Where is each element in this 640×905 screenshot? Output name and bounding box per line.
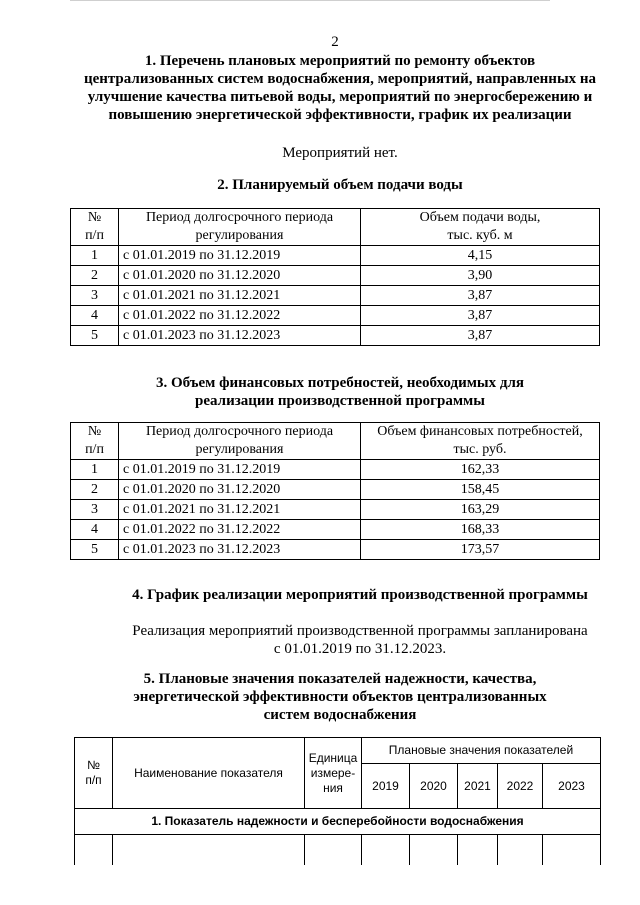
section1-title-line: повышению энергетической эффективности, график их реализации [108, 107, 572, 123]
row-period: с 01.01.2022 по 31.12.2022 [119, 520, 361, 540]
section1-text: Мероприятий нет. [282, 145, 398, 161]
row-number: 2 [71, 480, 119, 500]
section5-title [60, 670, 620, 724]
row-period: с 01.01.2019 по 31.12.2019 [119, 460, 361, 480]
indicators-table [74, 737, 601, 865]
row-value: 168,33 [361, 520, 600, 540]
section1-title-line: 1. Перечень плановых мероприятий по ремонту объектов [144, 53, 536, 69]
header-volume: Объем подачи воды, тыс. куб. м [361, 209, 600, 246]
row-value: 3,87 [361, 286, 600, 306]
row-value: 158,45 [361, 480, 600, 500]
row-value: 163,29 [361, 500, 600, 520]
header-period: Период долгосрочного периода регулирования [119, 423, 361, 460]
row-period: с 01.01.2023 по 31.12.2023 [119, 326, 361, 346]
table-section-row [75, 809, 601, 835]
row-value: 162,33 [361, 460, 600, 480]
table-row [71, 326, 600, 346]
row-period: с 01.01.2019 по 31.12.2019 [119, 246, 361, 266]
page-number: 2 [331, 34, 339, 50]
water-volume-table [70, 208, 600, 346]
section5-title-line: энергетической эффективности объектов централизованных [133, 689, 547, 705]
table-header-row [75, 738, 601, 764]
section3-title [60, 374, 620, 410]
row-number: 3 [71, 500, 119, 520]
financial-needs-table [70, 422, 600, 560]
header-year: 2019 [362, 764, 410, 809]
header-year: 2021 [458, 764, 498, 809]
row-number: 5 [71, 326, 119, 346]
row-period: с 01.01.2022 по 31.12.2022 [119, 306, 361, 326]
section3-title-line: реализации производственной программы [195, 393, 485, 409]
section4-text-line: Реализация мероприятий производственной программы запланирована [132, 623, 588, 639]
section5-title-line: 5. Плановые значения показателей надежности, качества, [143, 671, 537, 687]
table-row [71, 286, 600, 306]
row-period: с 01.01.2020 по 31.12.2020 [119, 480, 361, 500]
table-row [71, 480, 600, 500]
row-number: 5 [71, 540, 119, 560]
row-number: 4 [71, 520, 119, 540]
header-year: 2020 [410, 764, 458, 809]
header-year: 2023 [543, 764, 601, 809]
row-period: с 01.01.2020 по 31.12.2020 [119, 266, 361, 286]
header-period: Период долгосрочного периода регулирования [119, 209, 361, 246]
table-row [75, 835, 601, 865]
subsection-title: 1. Показатель надежности и бесперебойности водоснабжения [75, 809, 601, 835]
row-period: с 01.01.2023 по 31.12.2023 [119, 540, 361, 560]
table-row [71, 500, 600, 520]
section1-title [60, 52, 620, 124]
row-value: 3,90 [361, 266, 600, 286]
section5-title-line: систем водоснабжения [263, 707, 417, 723]
table-row [71, 306, 600, 326]
row-number: 2 [71, 266, 119, 286]
row-period: с 01.01.2021 по 31.12.2021 [119, 286, 361, 306]
table-row [71, 246, 600, 266]
header-unit: Единица измере- ния [305, 738, 362, 809]
section4-title: 4. График реализации мероприятий производственной программы [132, 587, 588, 603]
section1-title-line: централизованных систем водоснабжения, мероприятий, направленных на [83, 71, 597, 87]
section1-title-line: улучшение качества питьевой воды, мероприятий по энергосбережению и [87, 89, 593, 105]
header-indicator-name: Наименование показателя [113, 738, 305, 809]
section2-title: 2. Планируемый объем подачи воды [217, 177, 463, 193]
row-value: 4,15 [361, 246, 600, 266]
table-header-row [71, 423, 600, 460]
header-year: 2022 [498, 764, 543, 809]
row-value: 3,87 [361, 326, 600, 346]
table-header-row [71, 209, 600, 246]
row-number: 3 [71, 286, 119, 306]
row-number: 1 [71, 460, 119, 480]
header-number: № п/п [75, 738, 113, 809]
table-row [71, 520, 600, 540]
row-number: 4 [71, 306, 119, 326]
row-number: 1 [71, 246, 119, 266]
scan-top-edge [70, 0, 550, 1]
row-value: 173,57 [361, 540, 600, 560]
table-row [71, 460, 600, 480]
header-planned-values: Плановые значения показателей [362, 738, 601, 764]
section4-text-line: с 01.01.2019 по 31.12.2023. [273, 641, 447, 657]
row-period: с 01.01.2021 по 31.12.2021 [119, 500, 361, 520]
header-financial: Объем финансовых потребностей, тыс. руб. [361, 423, 600, 460]
header-number: № п/п [71, 423, 119, 460]
table-row [71, 266, 600, 286]
section3-title-line: 3. Объем финансовых потребностей, необходимых для [155, 375, 525, 391]
row-value: 3,87 [361, 306, 600, 326]
header-number: № п/п [71, 209, 119, 246]
table-row [71, 540, 600, 560]
section4-text [60, 622, 640, 658]
